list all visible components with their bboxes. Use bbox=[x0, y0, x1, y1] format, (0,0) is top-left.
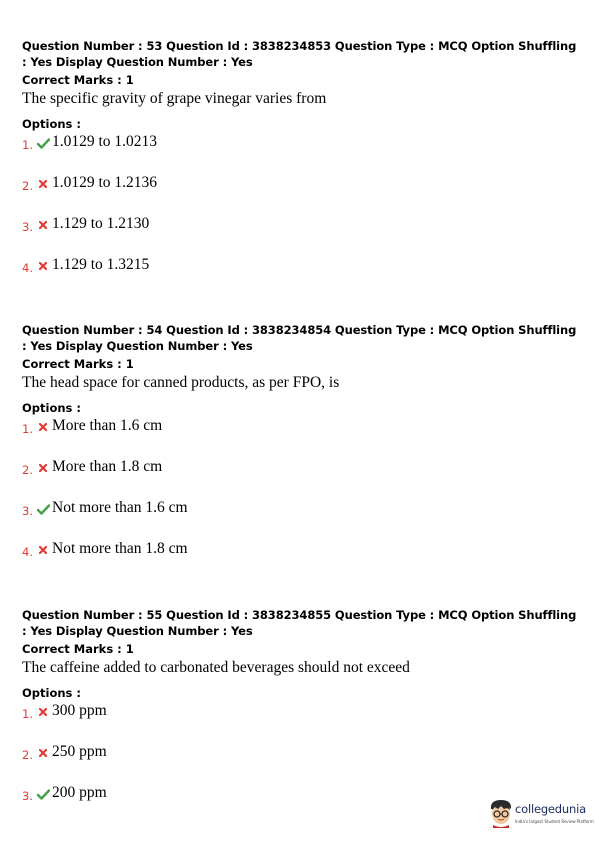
options-label: Options : bbox=[22, 686, 81, 700]
option-text: 300 ppm bbox=[52, 702, 107, 719]
cross-icon bbox=[36, 461, 50, 475]
option-number: 1. bbox=[22, 138, 33, 152]
option-text: 1.0129 to 1.0213 bbox=[52, 133, 158, 150]
option-number: 4. bbox=[22, 261, 33, 275]
option-item bbox=[22, 255, 582, 296]
option-text: 200 ppm bbox=[52, 784, 107, 801]
question-text: The caffeine added to carbonated beverages should not exceed bbox=[22, 659, 410, 676]
cross-icon bbox=[36, 543, 50, 557]
option-number: 3. bbox=[22, 504, 33, 518]
question-text: The specific gravity of grape vinegar varies from bbox=[22, 90, 327, 107]
question-block-54 bbox=[22, 322, 582, 580]
collegedunia-logo bbox=[488, 798, 594, 832]
correct-marks: Correct Marks : 1 bbox=[22, 73, 134, 87]
brand-name: collegedunia bbox=[515, 802, 586, 816]
option-text: More than 1.8 cm bbox=[52, 458, 163, 475]
checkmark-icon bbox=[36, 787, 50, 801]
option-item bbox=[22, 173, 582, 214]
option-text: 1.129 to 1.2130 bbox=[52, 215, 150, 232]
correct-marks: Correct Marks : 1 bbox=[22, 642, 134, 656]
question-block-53 bbox=[22, 38, 582, 296]
option-number: 4. bbox=[22, 545, 33, 559]
options-list bbox=[22, 416, 582, 580]
checkmark-icon bbox=[36, 136, 50, 150]
options-label: Options : bbox=[22, 401, 81, 415]
brand-tagline: India's largest Student Review Platform bbox=[515, 819, 594, 824]
option-number: 1. bbox=[22, 422, 33, 436]
option-text: Not more than 1.6 cm bbox=[52, 499, 188, 516]
cross-icon bbox=[36, 746, 50, 760]
option-number: 1. bbox=[22, 707, 33, 721]
question-text: The head space for canned products, as per FPO, is bbox=[22, 374, 340, 391]
option-item bbox=[22, 416, 582, 457]
question-meta: Question Number : 54 Question Id : 3838234854 Question Type : MCQ Option Shuffling : Yes Display Question Number : Yes bbox=[22, 323, 577, 353]
option-item bbox=[22, 742, 582, 783]
option-text: More than 1.6 cm bbox=[52, 417, 163, 434]
question-meta: Question Number : 55 Question Id : 3838234855 Question Type : MCQ Option Shuffling : Yes Display Question Number : Yes bbox=[22, 608, 577, 638]
option-item bbox=[22, 701, 582, 742]
cross-icon bbox=[36, 420, 50, 434]
option-number: 2. bbox=[22, 179, 33, 193]
option-text: 1.0129 to 1.2136 bbox=[52, 174, 158, 191]
option-item bbox=[22, 132, 582, 173]
option-text: Not more than 1.8 cm bbox=[52, 540, 188, 557]
option-item bbox=[22, 457, 582, 498]
question-meta: Question Number : 53 Question Id : 3838234853 Question Type : MCQ Option Shuffling : Yes Display Question Number : Yes bbox=[22, 39, 577, 69]
mascot-icon bbox=[488, 798, 514, 828]
option-number: 3. bbox=[22, 220, 33, 234]
option-text: 1.129 to 1.3215 bbox=[52, 256, 150, 273]
options-label: Options : bbox=[22, 117, 81, 131]
options-list bbox=[22, 132, 582, 296]
option-item bbox=[22, 214, 582, 255]
cross-icon bbox=[36, 705, 50, 719]
cross-icon bbox=[36, 259, 50, 273]
cross-icon bbox=[36, 177, 50, 191]
correct-marks: Correct Marks : 1 bbox=[22, 357, 134, 371]
question-block-55 bbox=[22, 607, 582, 824]
option-number: 3. bbox=[22, 789, 33, 803]
option-number: 2. bbox=[22, 748, 33, 762]
checkmark-icon bbox=[36, 502, 50, 516]
cross-icon bbox=[36, 218, 50, 232]
option-item bbox=[22, 539, 582, 580]
option-item bbox=[22, 498, 582, 539]
option-number: 2. bbox=[22, 463, 33, 477]
option-text: 250 ppm bbox=[52, 743, 107, 760]
